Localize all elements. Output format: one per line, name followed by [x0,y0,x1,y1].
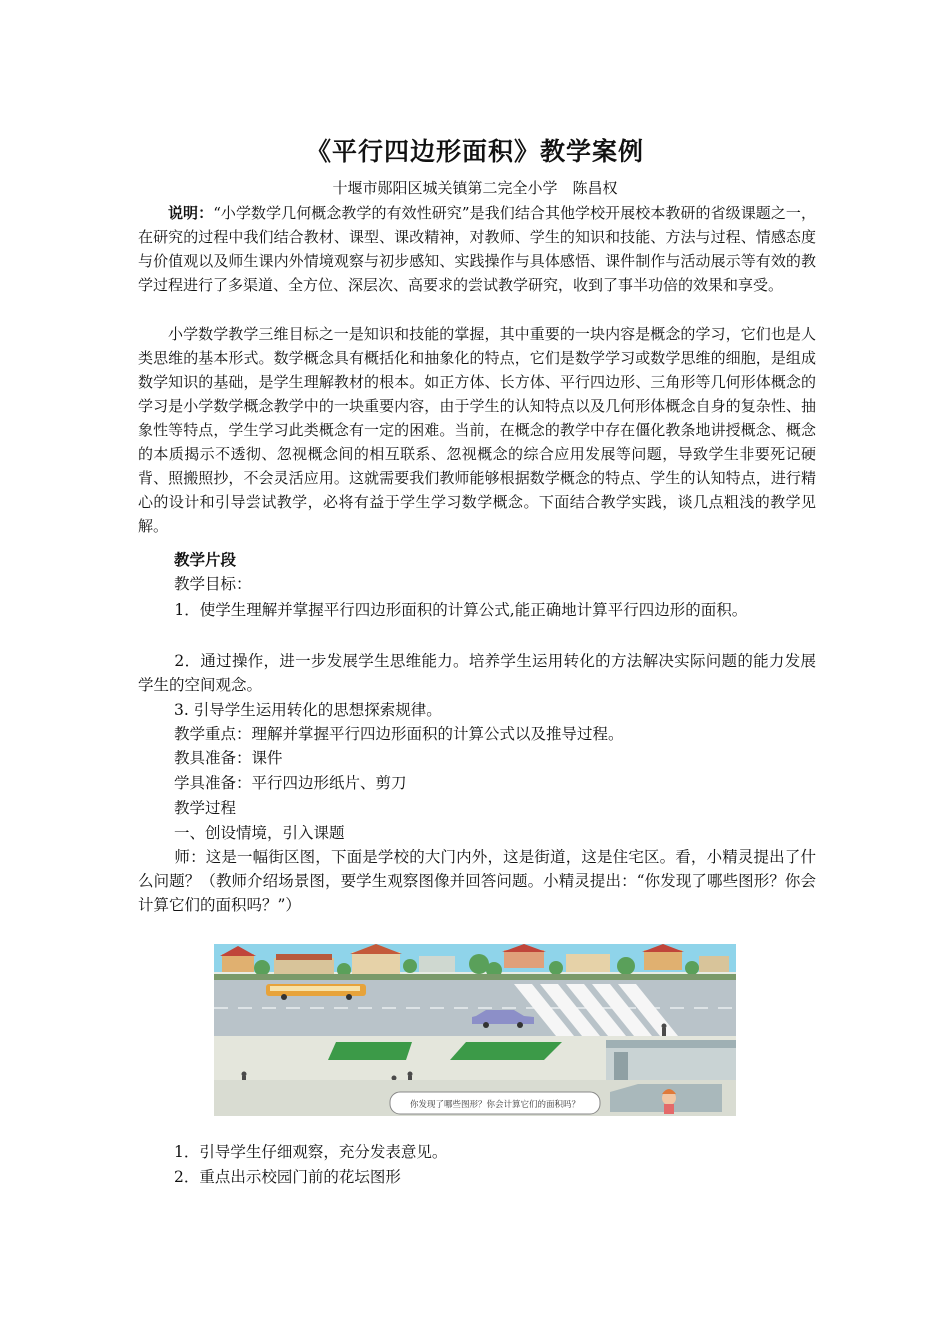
goal-3: 3. 引导学生运用转化的思想探索规律。 [174,701,442,719]
fairy-character [662,1089,676,1114]
intro-label: 说明： [168,204,214,222]
concept-paragraph: 小学数学教学三维目标之一是知识和技能的掌握，其中重要的一块内容是概念的学习，它们也是人类思维的基本形式。数学概念具有概括化和抽象化的特点，它们是数学学习或数学思维的细胞，是组成数学知识的基础，是学生理解教材的根本。如正方体、长方体、平行四边形、三角形等几何形体概念的学习是小学数学概念教学中的一块重要内容，由于学生的认知特点以及几何形体概念自身的复杂性、抽象性等特点，学生学习此类概念有一定的困难。当前，在概念的教学中存在僵化教条地讲授概念、概念的本质揭示不透彻、忽视概念间的相互联系、忽视概念的综合应用发展等问题，导致学生非要死记硬背、照搬照抄，不会灵活应用。这就需要我们教师能够根据数学概念的特点、学生的认知特点，进行精心的设计和引导尝试教学，必将有益于学生学习数学概念。下面结合教学实践，谈几点粗浅的教学见解。 [138,325,816,535]
step-1-heading: 一、创设情境，引入课题 [174,824,345,842]
author-line: 十堰市郧阳区城关镇第二完全小学 陈昌权 [332,179,618,197]
teacher-tools: 教具准备：课件 [174,749,283,767]
intro-text: “小学数学几何概念教学的有效性研究”是我们结合其他学校开展校本教研的省级课题之一，在研究的过程中我们结合教材、课型、课改精神，对教师、学生的知识和技能、方法与过程、情感态度与价值观以及师生课内外情境观察与初步感知、实践操作与具体感悟、课件制作与活动展示等有效的教学过程进行了多渠道、全方位、深层次、高要求的尝试教学研究，收到了事半功倍的效果和享受。 [138,204,816,294]
school-gate [606,1040,736,1080]
goal-1: 1．使学生理解并掌握平行四边形面积的计算公式,能正确地计算平行四边形的面积。 [174,601,748,619]
section-heading: 教学片段 [174,550,237,569]
student-tools: 学具准备：平行四边形纸片、剪刀 [174,774,407,792]
intro-paragraph [138,201,816,297]
speech-bubble [390,1092,600,1114]
street-scene-illustration [214,944,736,1116]
process-label: 教学过程 [174,799,237,817]
flower-bed-right [450,1042,562,1060]
teacher-talk: 师：这是一幅街区图，下面是学校的大门内外，这是街道，这是住宅区。看，小精灵提出了什么问题？（教师介绍场景图，要学生观察图像并回答问题。小精灵提出：“你发现了哪些图形？你会计算它们的面积吗？”） [138,848,816,914]
after-figure-2: 2．重点出示校园门前的花坛图形 [174,1168,401,1186]
flower-bed-left [328,1042,412,1060]
bubble-text: 你发现了哪些图形？你会计算它们的面积吗？ [409,1100,581,1110]
hedge [214,974,736,980]
after-figure-1: 1．引导学生仔细观察，充分发表意见。 [174,1143,448,1161]
goal-2: 2．通过操作，进一步发展学生思维能力。培养学生运用转化的方法解决实际问题的能力发展学生的空间观念。 [138,652,816,694]
key-point: 教学重点：理解并掌握平行四边形面积的计算公式以及推导过程。 [174,725,624,743]
document-title: 《平行四边形面积》教学案例 [305,137,644,166]
goals-label: 教学目标： [174,575,252,593]
